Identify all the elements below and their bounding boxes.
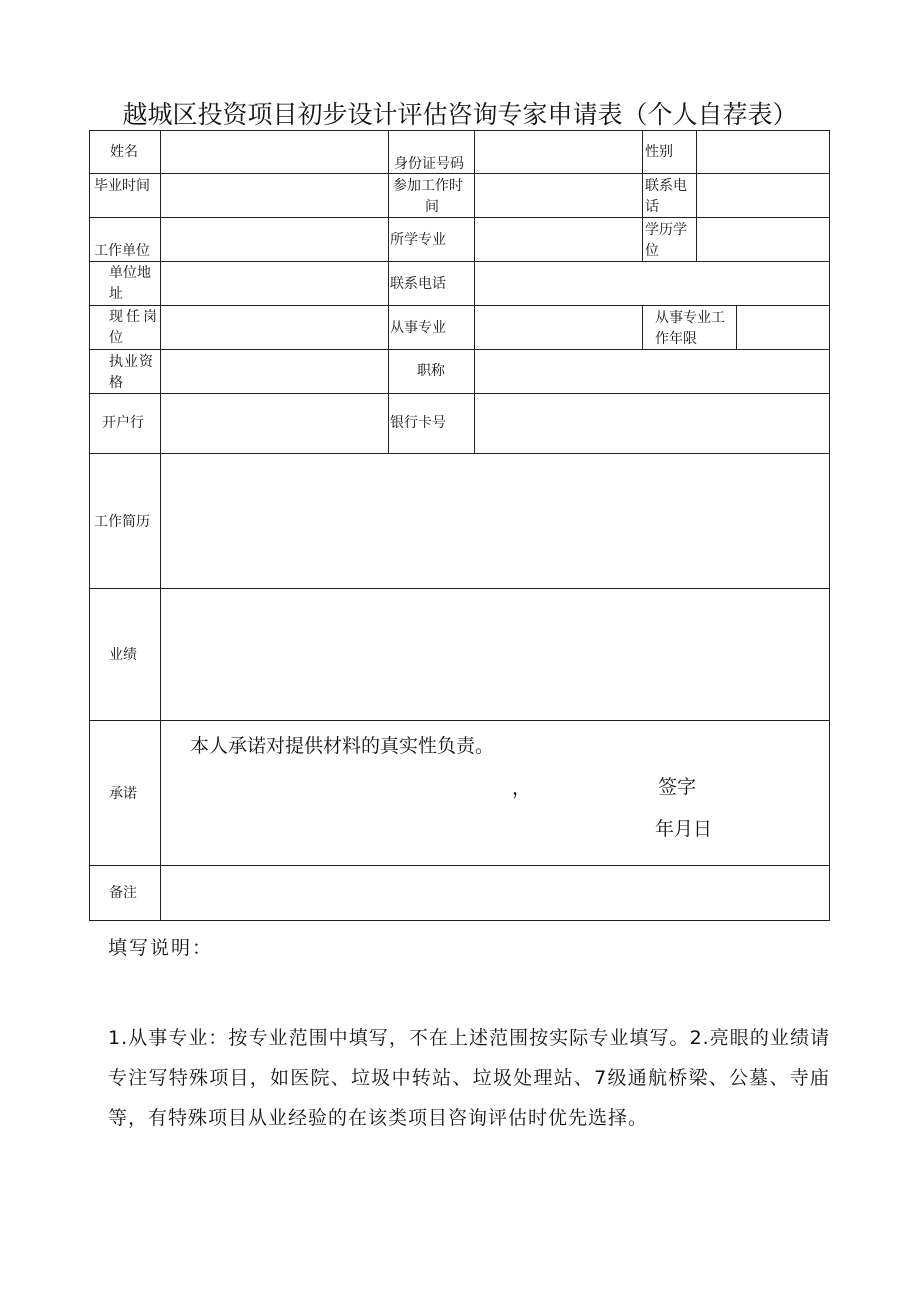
address-label-line1: 单位地 <box>109 265 151 281</box>
table-border-bottom <box>89 920 830 921</box>
form-title: 越城区投资项目初步设计评估咨询专家申请表（个人自荐表） <box>122 100 798 129</box>
remarks-label: 备注 <box>109 885 137 901</box>
gender-field[interactable] <box>697 131 829 173</box>
work-start-field[interactable] <box>475 174 642 217</box>
table-border-left <box>89 130 90 921</box>
name-field[interactable] <box>161 131 388 173</box>
bank-field[interactable] <box>161 394 388 453</box>
achievements-field[interactable] <box>161 589 829 720</box>
bank-card-label: 银行卡号 <box>390 415 446 431</box>
major-field[interactable] <box>475 218 642 261</box>
degree-label-line2: 位 <box>645 243 659 259</box>
phone-label-line2: 话 <box>645 199 659 215</box>
employer-field[interactable] <box>161 218 388 261</box>
qualification-label-line2: 格 <box>109 375 123 391</box>
col-divider <box>642 305 643 349</box>
name-label: 姓名 <box>110 144 138 160</box>
qualification-field[interactable] <box>161 350 388 393</box>
pledge-text: 本人承诺对提供材料的真实性负责。 <box>190 735 495 757</box>
phone-label-line1: 联系电 <box>645 178 687 194</box>
work-years-field[interactable] <box>737 306 829 349</box>
work-years-label-line1: 从事专业工 <box>655 310 725 326</box>
specialty-label: 从事专业 <box>390 320 446 336</box>
pledge-comma: ， <box>512 777 532 799</box>
pledge-label: 承诺 <box>109 786 137 802</box>
bank-label: 开户行 <box>102 415 144 431</box>
graduation-time-label: 毕业时间 <box>94 178 150 194</box>
notes-heading: 填写说明： <box>108 937 214 959</box>
gender-label: 性别 <box>645 144 673 160</box>
position-label-line1: 现任岗 <box>109 309 160 325</box>
graduation-time-field[interactable] <box>161 174 388 217</box>
employer-label: 工作单位 <box>94 243 150 259</box>
remarks-field[interactable] <box>161 866 829 920</box>
phone-field[interactable] <box>697 174 829 217</box>
notes-body: 1.从事专业：按专业范围中填写，不在上述范围按实际专业填写。2.亮眼的业绩请专注写特殊项目，如医院、垃圾中转站、垃圾处理站、7级通航桥梁、公墓、寺庙等，有特殊项目从业经验的在该类项目咨询评估时优先选择。 <box>108 1027 830 1129</box>
specialty-field[interactable] <box>475 306 642 349</box>
work-start-label-line2: 间 <box>425 199 439 215</box>
work-start-label-line1: 参加工作时 <box>393 178 463 194</box>
qualification-label-line1: 执业资 <box>109 354 154 370</box>
contact-phone-field[interactable] <box>475 262 829 305</box>
signature-field[interactable] <box>700 770 820 806</box>
professional-title-field[interactable] <box>475 350 829 393</box>
address-label-line2: 址 <box>109 286 123 302</box>
signature-label: 签字 <box>658 776 697 798</box>
position-label-line2: 位 <box>109 330 123 346</box>
address-field[interactable] <box>161 262 388 305</box>
achievements-label: 业绩 <box>109 647 137 663</box>
col-divider <box>642 130 643 261</box>
bank-card-field[interactable] <box>475 394 829 453</box>
table-border-right <box>829 130 830 921</box>
position-field[interactable] <box>161 306 388 349</box>
id-number-label: 身份证号码 <box>394 156 464 172</box>
resume-field[interactable] <box>161 454 829 588</box>
degree-label-line1: 学历学 <box>645 222 687 238</box>
id-number-field[interactable] <box>475 131 642 173</box>
resume-label: 工作简历 <box>94 514 150 530</box>
contact-phone-label: 联系电话 <box>390 276 446 292</box>
professional-title-label: 职称 <box>417 363 445 379</box>
major-label: 所学专业 <box>390 232 446 248</box>
degree-field[interactable] <box>697 218 829 261</box>
col-divider <box>388 130 389 453</box>
date-label: 年月日 <box>655 818 713 840</box>
row-divider <box>89 720 830 721</box>
work-years-label-line2: 作年限 <box>655 331 697 347</box>
